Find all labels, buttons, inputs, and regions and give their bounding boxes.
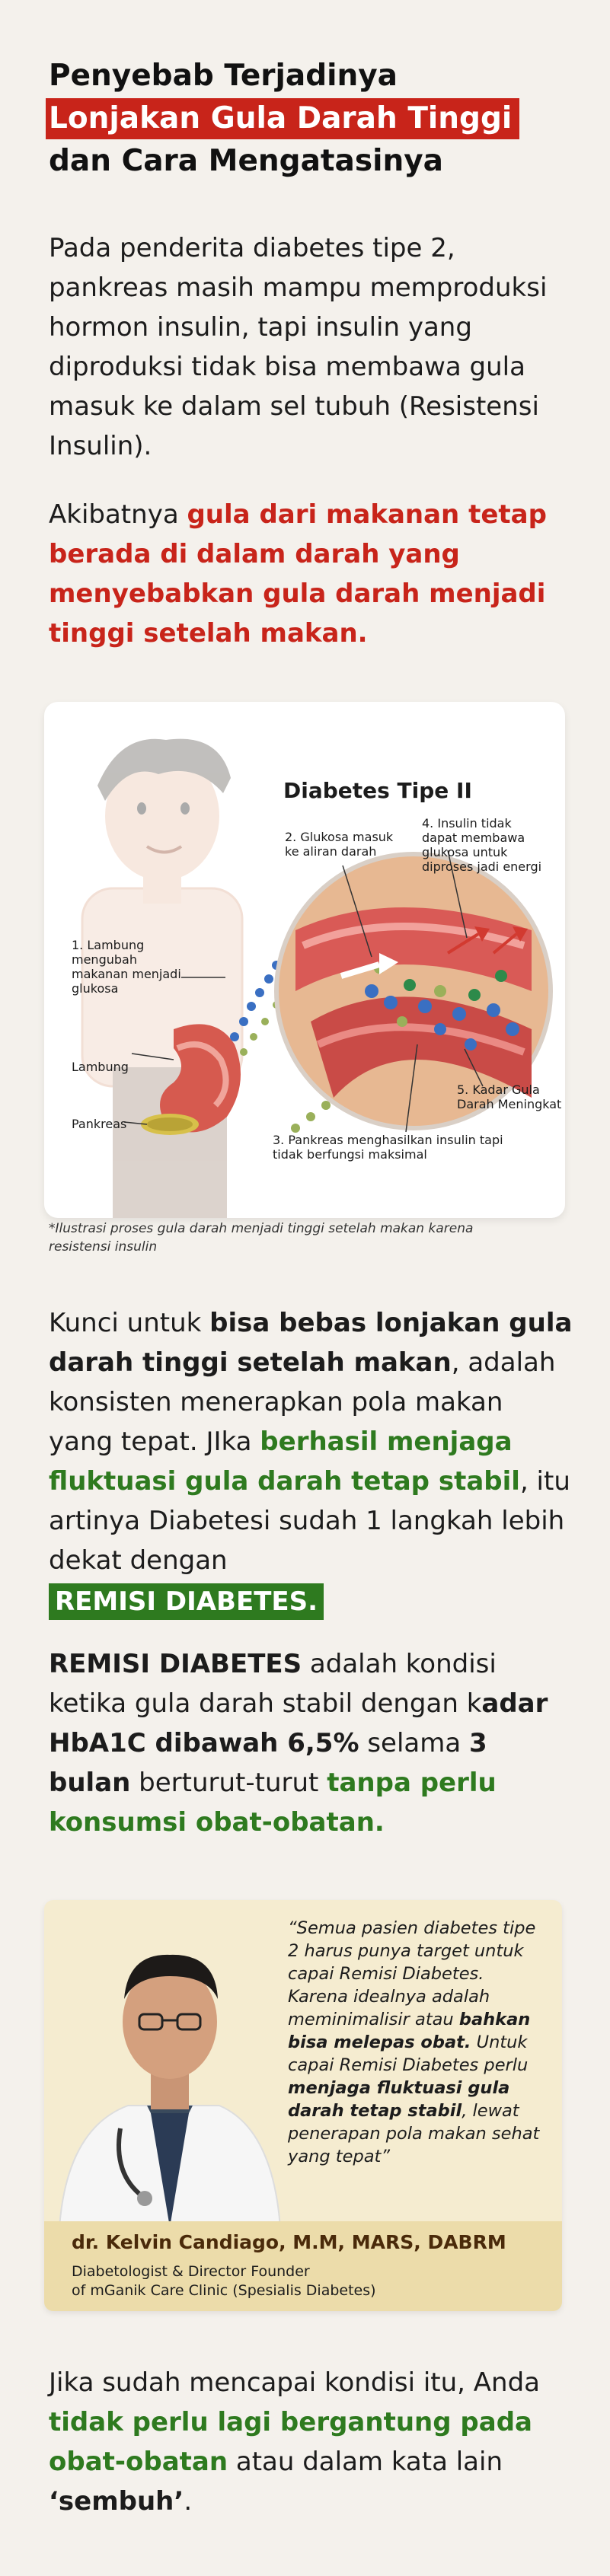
remisi-badge: REMISI DIABETES.	[49, 1583, 324, 1620]
title-line-1: Penyebab Terjadinya	[49, 59, 398, 93]
quote-bold-2: menjaga fluktuasi gula darah tetap stabil	[288, 2078, 510, 2121]
illustration-title: Diabetes Tipe II	[283, 778, 472, 803]
label-5: 5. Kadar Gula Darah Meningkat	[457, 1082, 562, 1111]
quote-bold-1: bahkan bisa melepas obat.	[288, 2010, 531, 2052]
illustration-card	[44, 702, 565, 1218]
doctor-quote-card	[44, 1900, 562, 2311]
quote-text-2: Untuk capai Remisi Diabetes perlu	[288, 2032, 529, 2075]
page-title	[49, 55, 567, 183]
key-text-3: , itu artinya Diabetesi sudah 1 langkah lebih dekat dengan	[49, 1466, 570, 1576]
label-pankreas: Pankreas	[72, 1117, 127, 1131]
remisi-text-2: selama	[359, 1728, 470, 1758]
remisi-text-1: adalah kondisi ketika gula darah stabil dengan k	[49, 1649, 497, 1719]
quote-text-3: , lewat penerapan pola makan sehat yang tepat”	[288, 2101, 540, 2166]
intro-paragraph: Pada penderita diabetes tipe 2, pankreas masih mampu memproduksi hormon insulin, tapi insulin yang diproduksi tidak bisa membawa gula masuk ke dalam sel tubuh (Resistensi Insulin).	[49, 233, 548, 461]
effect-highlight: gula dari makanan tetap berada di dalam darah yang menyebabkan gula darah menjadi tinggi setelah makan.	[49, 499, 547, 649]
doctor-name: dr. Kelvin Candiago, M.M, MARS, DABRM	[72, 2231, 506, 2253]
label-2: 2. Glukosa masuk ke aliran darah	[285, 830, 394, 859]
remisi-bold-1: REMISI DIABETES	[49, 1649, 302, 1679]
effect-paragraph	[49, 495, 574, 653]
closing-text-2: atau dalam kata lain	[228, 2447, 503, 2477]
remisi-bold-3: 3 bulan	[49, 1728, 487, 1798]
remisi-green-1: tanpa perlu konsumsi obat-obatan.	[49, 1768, 497, 1838]
doctor-photo	[44, 1900, 295, 2227]
closing-text-1: Jika sudah mencapai kondisi itu, Anda	[49, 2367, 541, 2398]
closing-green-1: tidak perlu lagi bergantung pada obat-obatan	[49, 2407, 532, 2477]
key-text-2: , adalah konsisten menerapkan pola makan yang tepat. JIka	[49, 1347, 556, 1457]
doctor-quote	[288, 1917, 547, 2168]
title-line-3: dan Cara Mengatasinya	[49, 144, 443, 178]
closing-bold-1: ‘sembuh’	[49, 2486, 184, 2517]
effect-prefix: Akibatnya	[49, 499, 187, 530]
title-highlight: Lonjakan Gula Darah Tinggi	[46, 98, 519, 139]
key-green-1: berhasil menjaga fluktuasi gula darah tetap stabil	[49, 1427, 520, 1497]
label-1: 1. Lambung mengubah makanan menjadi glukosa	[72, 938, 181, 996]
label-4: 4. Insulin tidak dapat membawa glukosa untuk diproses jadi energi	[422, 816, 542, 874]
closing-paragraph	[49, 2363, 574, 2521]
remisi-bold-2: adar HbA1C dibawah 6,5%	[49, 1688, 548, 1758]
doctor-role-line-1: Diabetologist & Director Founder	[72, 2263, 310, 2280]
key-paragraph	[49, 1303, 574, 1621]
quote-text-1: “Semua pasien diabetes tipe 2 harus punya target untuk capai Remisi Diabetes. Karena idealnya adalah meminimalisir atau	[288, 1918, 536, 2029]
closing-text-3: .	[184, 2486, 193, 2517]
doctor-role	[72, 2262, 376, 2300]
remisi-text-3: berturut-turut	[130, 1768, 327, 1798]
doctor-role-line-2: of mGanik Care Clinic (Spesialis Diabetes)	[72, 2282, 376, 2299]
illustration-caption: *Ilustrasi proses gula darah menjadi tinggi setelah makan karena resistensi insulin	[49, 1221, 474, 1255]
label-3: 3. Pankreas menghasilkan insulin tapi tidak berfungsi maksimal	[273, 1133, 503, 1162]
remisi-paragraph	[49, 1644, 574, 1842]
label-lambung: Lambung	[72, 1060, 129, 1074]
key-text-1: Kunci untuk	[49, 1308, 210, 1338]
key-bold-1: bisa bebas lonjakan gula darah tinggi setelah makan	[49, 1308, 573, 1378]
